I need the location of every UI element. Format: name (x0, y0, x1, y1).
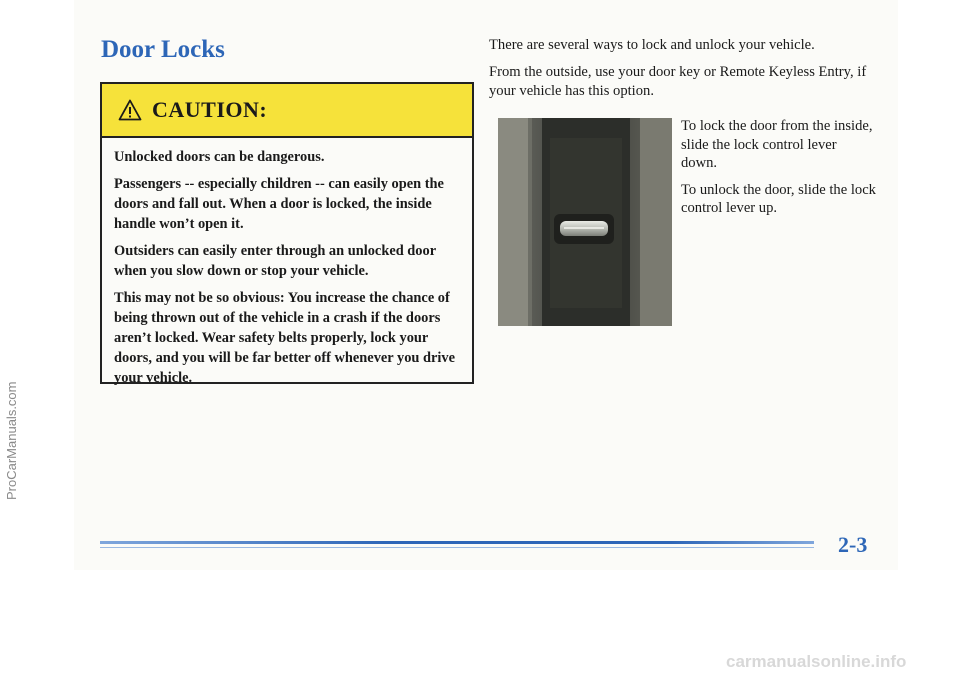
warning-triangle-icon (118, 99, 142, 121)
footer-rule (100, 541, 814, 544)
caution-header (102, 84, 472, 138)
caution-body (102, 138, 472, 388)
caution-paragraph: Outsiders can easily enter through an unlocked door when you slow down or stop your vehicle. (114, 243, 436, 279)
instruction-paragraph: To lock the door from the inside, slide the lock control lever down. (681, 118, 873, 171)
intro-text (489, 36, 869, 109)
caution-paragraph: This may not be so obvious: You increase the chance of being thrown out of the vehicle in a crash if the doors aren’t locked. Wear safety belts properly, lock your doors, and you will be far better off whenever you drive your vehicle. (114, 290, 455, 386)
instruction-paragraph: To unlock the door, slide the lock control lever up. (681, 181, 876, 216)
caution-title: CAUTION: (152, 97, 268, 122)
site-watermark: carmanualsonline.info (726, 652, 907, 671)
lock-instructions (681, 117, 876, 226)
body-paragraph: There are several ways to lock and unlock your vehicle. (489, 37, 815, 53)
door-lock-illustration (498, 118, 672, 326)
door-lock-photo (498, 118, 672, 326)
section-title: Door Locks (101, 36, 225, 63)
watermark-text: ProCarManuals.com (4, 381, 19, 500)
caution-box (100, 82, 474, 384)
caution-paragraph: Unlocked doors can be dangerous. (114, 149, 325, 165)
footer-rule-thin (100, 547, 814, 548)
caution-paragraph: Passengers -- especially children -- can easily open the doors and fall out. When a door is locked, the inside handle won’t open it. (114, 176, 444, 232)
body-paragraph: From the outside, use your door key or Remote Keyless Entry, if your vehicle has this option. (489, 64, 867, 99)
page-number: 2-3 (838, 532, 868, 557)
